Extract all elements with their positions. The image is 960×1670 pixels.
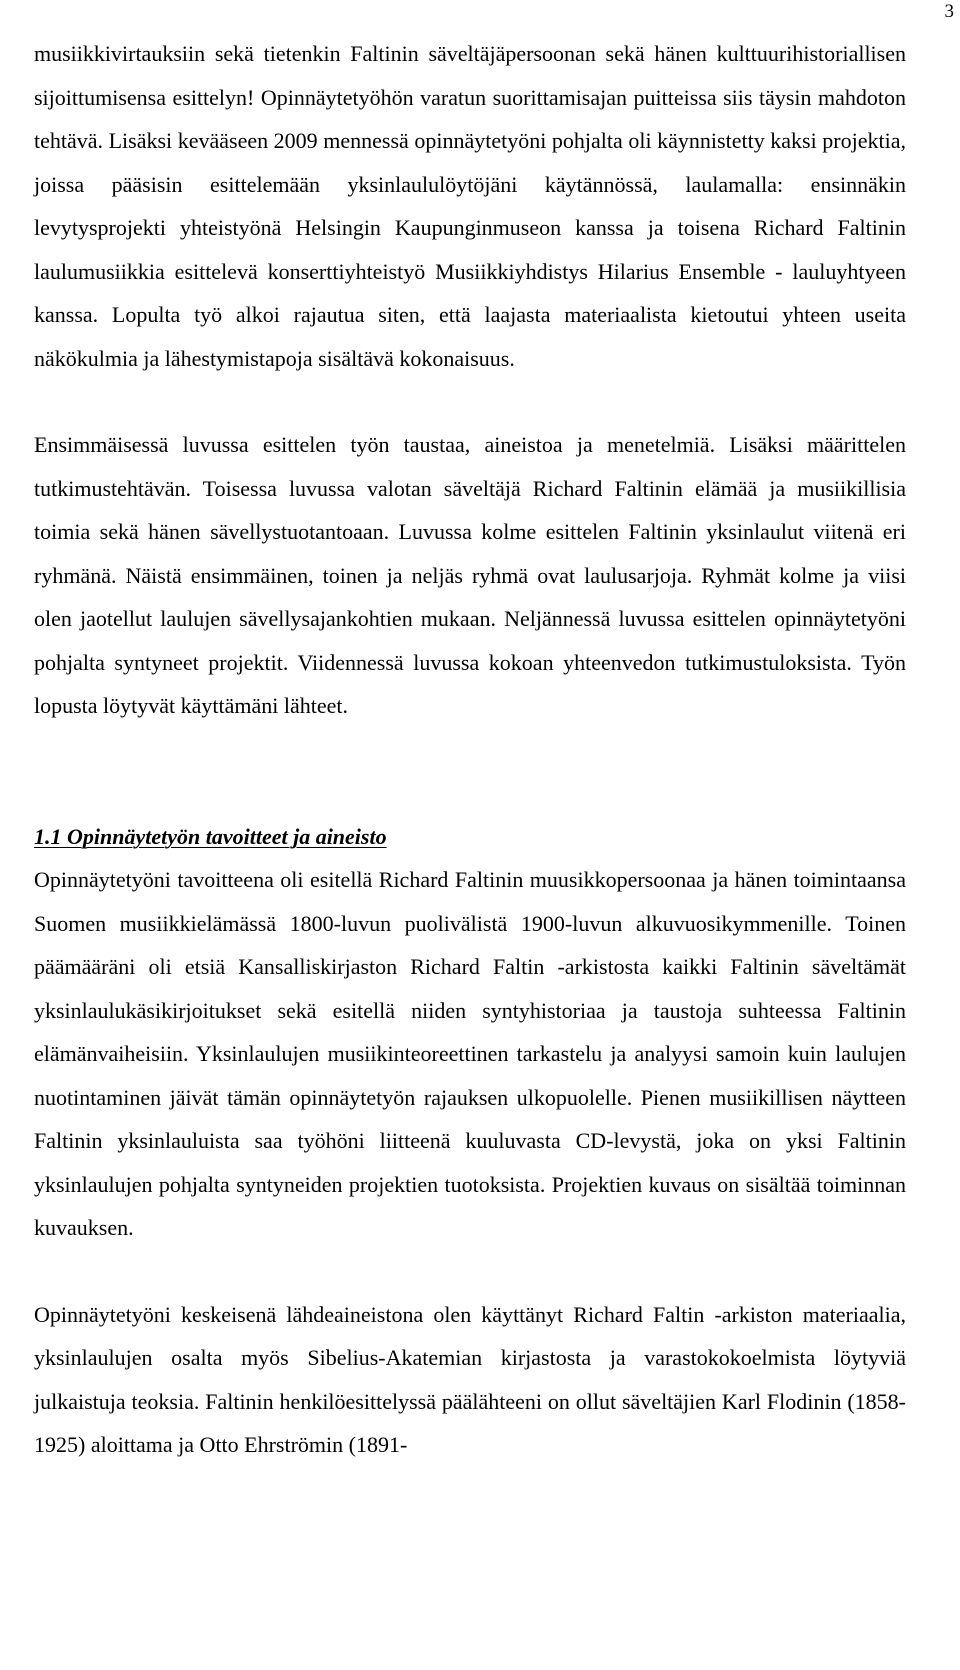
paragraph-intro-continuation: musiikkivirtauksiin sekä tietenkin Faltinin säveltäjäpersoonan sekä hänen kulttuurihistoriallisen sijoittumisensa esittelyn! Opinnäytetyöhön varatun suorittamisajan puitteissa siis täysin mahdoton tehtävä. Lisäksi kevääseen 2009 mennessä opinnäytetyöni pohjalta oli käynnistetty kaksi projektia, joissa pääsisin esittelemään yksinlaululöytöjäni käytännössä, laulamalla: ensinnäkin levytysprojekti yhteistyönä Helsingin Kaupunginmuseon kanssa ja toisena Richard Faltinin laulumusiikkia esittelevä konserttiyhteistyö Musiikkiyhdistys Hilarius Ensemble - lauluyhtyeen kanssa. Lopulta työ alkoi rajautua siten, että laajasta materiaalista kietoutui yhteen useita näkökulmia ja lähestymistapoja sisältävä kokonaisuus.	[34, 41, 906, 371]
page-number: 3	[944, 1, 954, 22]
paragraph-goals: Opinnäytetyöni tavoitteena oli esitellä Richard Faltinin muusikkopersoonaa ja hänen toimintaansa Suomen musiikkielämässä 1800-luvun puolivälistä 1900-luvun alkuvuosikymmenille. Toinen päämääräni oli etsiä Kansalliskirjaston Richard Faltin -arkistosta kaikki Faltinin säveltämät yksinlaulukäsikirjoitukset sekä esitellä niiden syntyhistoriaa ja taustoja suhteessa Faltinin elämänvaiheisiin. Yksinlaulujen musiikinteoreettinen tarkastelu ja analyysi samoin kuin laulujen nuotintaminen jäivät tämän opinnäytetyön rajauksen ulkopuolelle. Pienen musiikillisen näytteen Faltinin yksinlauluista saa työhöni liitteenä kuuluvasta CD-levystä, joka on yksi Faltinin yksinlaulujen pohjalta syntyneiden projektien tuotoksista. Projektien kuvaus on sisältää toiminnan kuvauksen.	[34, 867, 906, 1240]
section-heading: 1.1 Opinnäytetyön tavoitteet ja aineisto	[34, 823, 387, 849]
paragraph-sources: Opinnäytetyöni keskeisenä lähdeaineistona olen käyttänyt Richard Faltin -arkiston materiaalia, yksinlaulujen osalta myös Sibelius-Akatemian kirjastosta ja varastokokoelmista löytyviä julkaistuja teoksia. Faltinin henkilöesittelyssä päälähteeni on ollut säveltäjien Karl Flodinin (1858-1925) aloittama ja Otto Ehrströmin (1891-	[34, 1301, 906, 1457]
paragraph-chapter-overview: Ensimmäisessä luvussa esittelen työn taustaa, aineistoa ja menetelmiä. Lisäksi määrittelen tutkimustehtävän. Toisessa luvussa valotan säveltäjä Richard Faltinin elämää ja musiikillisia toimia sekä hänen sävellystuotantoaan. Luvussa kolme esittelen Faltinin yksinlaulut viitenä eri ryhmänä. Näistä ensimmäinen, toinen ja neljäs ryhmä ovat laulusarjoja. Ryhmät kolme ja viisi olen jaotellut laulujen sävellysajankohtien mukaan. Neljännessä luvussa esittelen opinnäytetyöni pohjalta syntyneet projektit. Viidennessä luvussa kokoan yhteenvedon tutkimustuloksista. Työn lopusta löytyvät käyttämäni lähteet.	[34, 432, 906, 718]
page-content	[34, 32, 906, 1467]
